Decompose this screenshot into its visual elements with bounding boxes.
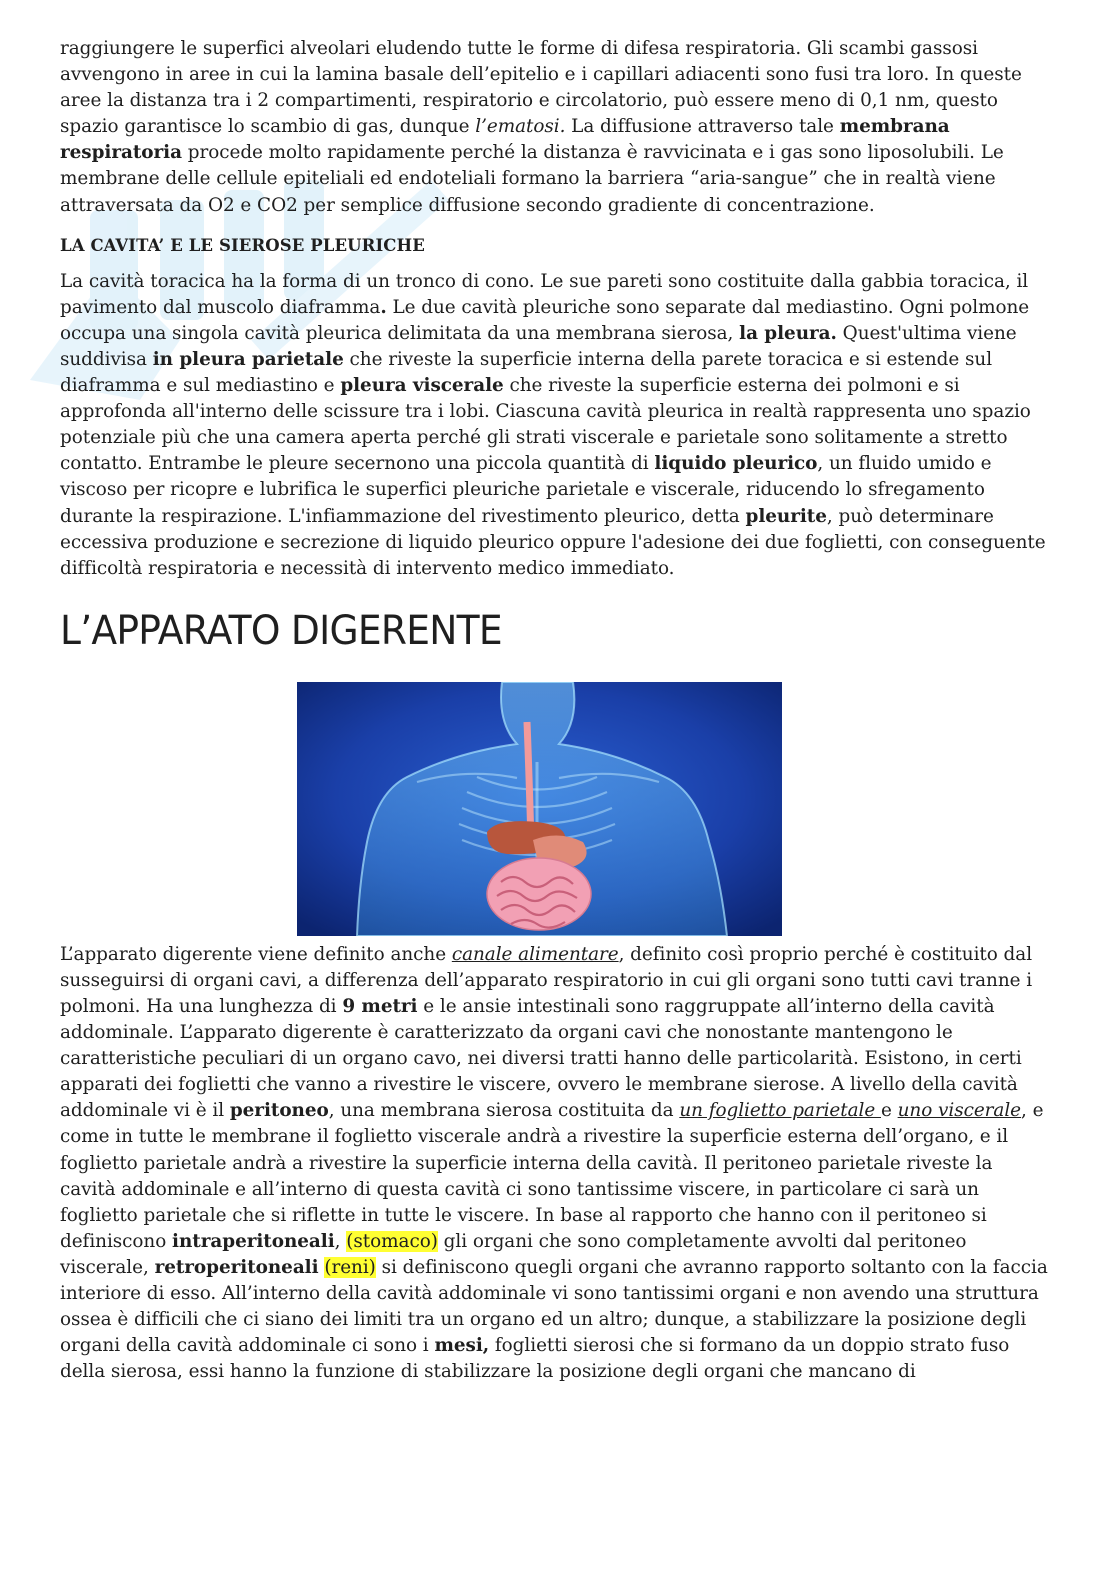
text: gli organi che sono completamente avvolti dal peritoneo viscerale, [60,1230,967,1278]
text: . [380,296,387,318]
term-foglietto-parietale: un foglietto parietale [679,1100,881,1122]
text: L’apparato digerente viene definito anche [60,943,452,965]
term-ematosi: l’ematosi. [475,116,566,138]
text: , [334,1230,347,1252]
term-canale-alimentare: canale alimentare [451,943,619,965]
text: che riveste la superficie interna della parete toracica e si estende sul diaframma e sul mediastino e [60,348,993,397]
page-content [60,36,1050,1385]
term-intraperitoneali: intraperitoneali [172,1230,335,1252]
term-pleurite: pleurite [745,505,827,527]
highlight-reni: (reni) [324,1256,376,1278]
term-pleura-parietale: in pleura parietale [152,348,344,370]
text: che riveste la superficie esterna dei polmoni e si approfonda all'interno delle scissure tra i lobi. Ciascuna cavità pleurica in realtà rappresenta uno spazio potenziale più che una camera aperta perché gli strati viscerale e parietale sono solitamente a stretto contatto. Entrambe le pleure secernono una piccola quantità di [60,375,1031,475]
term-9-metri: 9 metri [342,995,418,1017]
text: procede molto rapidamente perché la distanza è ravvicinata e i gas sono liposolubili. Le membrane delle cellule epiteliali ed endoteliali formano la barriera “aria-sangue” che in realtà viene attraversata da O2 e CO2 per semplice diffusione secondo gradiente di concentrazione. [60,142,1004,216]
text: La diffusione attraverso tale [565,116,840,138]
text: e le ansie intestinali sono raggruppate all’interno della cavità addominale. L’apparato digerente è caratterizzato da organi cavi che nonostante mantengono le caratteristiche peculiari di un organo cavo, nei diversi tratti hanno delle particolarità. Esistono, in certi apparati dei foglietti che vanno a rivestire le viscere, ovvero le membrane sierose. A livello della cavità addominale vi è il [60,995,1022,1122]
paragraph-digerente [60,942,1050,1386]
text: Le due cavità pleuriche sono separate dal mediastino. Ogni polmone occupa una singola cavità pleurica delimitata da una membrana sierosa, [60,296,1030,344]
term-liquido-pleurico: liquido pleurico [654,453,818,475]
highlight-stomaco: (stomaco) [346,1230,438,1252]
paragraph-ematosi [60,36,1050,219]
figure-container [44,682,1034,936]
term-uno-viscerale: uno viscerale [897,1100,1021,1122]
text: La cavità toracica ha la forma di un tronco di cono. Le sue pareti sono costituite dalla gabbia toracica, il pavimento dal muscolo diaframma [60,270,1029,318]
chapter-title: L’APPARATO DIGERENTE [60,607,502,654]
term-membrana-respiratoria: membrana respiratoria [60,116,950,164]
term-mesi: mesi, [434,1335,490,1357]
text: e [880,1100,898,1122]
term-peritoneo: peritoneo [229,1100,329,1122]
text: , definito così proprio perché è costituito dal susseguirsi di organi cavi, a differenza dell’apparato respiratorio in cui gli organi sono tutti cavi tranne i polmoni. Ha una lunghezza di [60,943,1033,1017]
text: foglietti sierosi che si formano da un doppio strato fuso della sierosa, essi hanno la funzione di stabilizzare la posizione degli organi che mancano di [60,1335,1010,1383]
text: raggiungere le superfici alveolari eludendo tutte le forme di difesa respiratoria. Gli scambi gassosi avvengono in aree in cui la lamina basale dell’epitelio e i capillari adiacenti sono fusi tra loro. In queste aree la distanza tra i 2 compartimenti, respiratorio e circolatorio, può essere meno di 0,1 nm, questo spazio garantisce lo scambio di gas, dunque [60,38,1022,138]
digestive-system-image [297,682,782,936]
text: Quest'ultima viene suddivisa [60,322,1017,370]
term-pleura-viscerale: pleura viscerale [340,375,504,397]
text: , una membrana sierosa costituita da [328,1100,680,1122]
term-retroperitoneali: retroperitoneali [154,1256,319,1278]
term-pleura: la pleura. [739,322,837,344]
text: si definiscono quegli organi che avranno rapporto soltanto con la faccia interiore di esso. All’interno della cavità addominale vi sono tantissimi organi e non avendo una struttura ossea è difficili che ci siano dei limiti tra un organo ed un altro; dunque, a stabilizzare la posizione degli organi della cavità addominale ci sono i [60,1256,1048,1357]
text: , può determinare eccessiva produzione e secrezione di liquido pleurico oppure l'adesione dei due foglietti, con conseguente difficoltà respiratoria e necessità di intervento medico immediato. [60,505,1046,579]
text: , un fluido umido e viscoso per ricopre e lubrifica le superfici pleuriche parietale e viscerale, riducendo lo sfregamento durante la respirazione. L'infiammazione del rivestimento pleurico, detta [60,453,992,527]
text: , e come in tutte le membrane il foglietto viscerale andrà a rivestire la superficie esterna dell’organo, e il foglietto parietale andrà a rivestire la superficie interna della cavità. Il peritoneo parietale riveste la cavità addominale e all’interno di questa cavità ci sono tantissime viscere, in particolare ci sarà un foglietto parietale che si riflette in tutte le viscere. In base al rapporto che hanno con il peritoneo si definiscono [60,1100,1044,1252]
section-heading: LA CAVITA’ E LE SIEROSE PLEURICHE [60,235,425,255]
paragraph-pleura [60,269,1050,582]
